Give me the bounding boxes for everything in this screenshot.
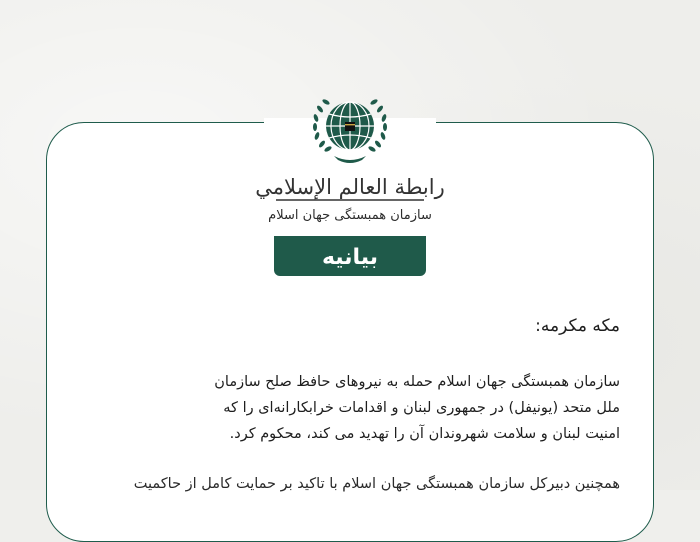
salutation: مکه مکرمه: <box>535 316 620 336</box>
body-line-4-partial: همچنین دبیرکل سازمان همبستگی جهان اسلام با تاکید بر حمایت کامل از حاکمیت <box>133 476 620 492</box>
body-line-2: ملل متحد (یونیفل) در جمهوری لبنان و اقدامات خرابکارانه‌ای را که <box>223 400 620 416</box>
body-line-3: امنیت لبنان و سلامت شهروندان آن را تهدید می کند، محکوم کرد. <box>229 426 620 442</box>
globe-emblem-icon <box>306 86 394 166</box>
body-line-1: سازمان همبستگی جهان اسلام حمله به نیروهای حافظ صلح سازمان <box>214 374 620 390</box>
arabic-calligraphy-logo <box>255 168 445 206</box>
logo-arabic-text: رابطة العالم الإسلامي <box>255 175 445 199</box>
statement-title: بیانیه <box>274 238 426 276</box>
organization-name: سازمان همبستگی جهان اسلام <box>268 208 432 223</box>
